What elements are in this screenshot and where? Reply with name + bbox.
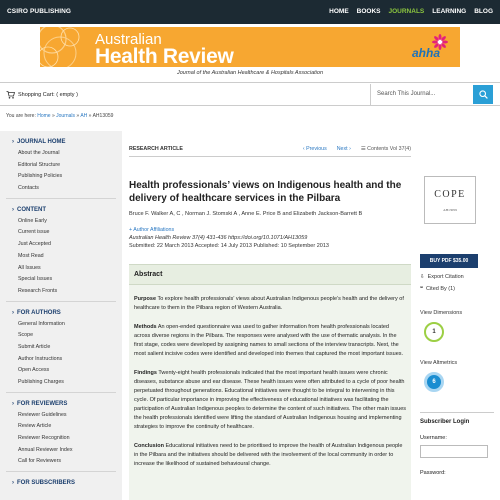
- export-icon: ⇩: [420, 274, 425, 280]
- sidebar-section-subscribers: [0, 472, 122, 486]
- chevron-right-icon: ›: [12, 309, 14, 316]
- top-navigation-bar: [0, 0, 500, 24]
- sidebar-item-open-access[interactable]: Open Access: [18, 367, 50, 374]
- sidebar-item-most-read[interactable]: Most Read: [18, 252, 44, 259]
- shopping-cart[interactable]: [6, 91, 78, 99]
- right-column: [420, 176, 494, 476]
- sidebar-section-reviewers: [0, 393, 122, 468]
- sidebar-item-publishing-charges[interactable]: Publishing Charges: [18, 379, 64, 385]
- sidebar-item-just-accepted[interactable]: Just Accepted: [18, 241, 51, 248]
- cited-by-link[interactable]: ❝ Cited By (1): [420, 286, 456, 292]
- sidebar-item-reviewer-guidelines[interactable]: Reviewer Guidelines: [18, 411, 67, 418]
- nav-learning[interactable]: LEARNING: [432, 8, 467, 15]
- cart-label: Shopping Cart: ( empty ): [18, 92, 78, 98]
- nav-journals[interactable]: JOURNALS: [388, 8, 425, 15]
- search-icon: [479, 90, 488, 99]
- breadcrumb-journals[interactable]: Journals: [56, 113, 76, 119]
- sidebar-item-review-article[interactable]: Review Article: [18, 423, 52, 430]
- journal-banner[interactable]: [40, 27, 460, 67]
- sidebar-item-current-issue[interactable]: Current issue: [18, 229, 50, 236]
- sidebar-heading[interactable]: › CONTENT: [12, 206, 46, 213]
- dimensions-badge[interactable]: 1: [424, 322, 444, 342]
- sidebar-item-general-info[interactable]: General Information: [18, 320, 65, 327]
- sidebar-item-about[interactable]: About the Journal: [18, 150, 60, 156]
- breadcrumb-home[interactable]: Home: [37, 113, 51, 119]
- sidebar-heading[interactable]: › JOURNAL HOME: [12, 139, 66, 145]
- export-citation-link[interactable]: ⇩ Export Citation: [420, 274, 464, 280]
- sidebar-item-call-for-reviewers[interactable]: Call for Reviewers: [18, 458, 61, 465]
- breadcrumb-ah[interactable]: AH: [80, 113, 88, 119]
- abstract-findings: Findings Twenty-eight health professionals indicated that the most important health issues were chronic diseases, substance abuse and ear disease. These health issues were often attributed to a cycle of poor health perpetuated throughout generations. Educational initiatives were thought to be integral to intervening in this cycle. Of particular importance in improving the effectiveness of educational initiatives was facilitating the participation of Australian Indigenous peoples to determine the content of such initiatives. The other main issues the health professionals identified were lifting the standard of Australian Indigenous housing and implementing strategies to improve the continuity of healthcare.: [134, 370, 407, 430]
- chevron-right-icon: ›: [12, 480, 14, 487]
- sidebar-item-all-issues[interactable]: All Issues: [18, 264, 41, 271]
- abstract-heading: Abstract: [129, 265, 411, 285]
- abstract-conclusion: Conclusion Educational initiatives need to be prioritised to improve the health of Australian Indigenous people in the Pilbara and the initiatives should be delivered with the involvement of the local community in order to increase the likelihood of sustained behavioural change.: [134, 443, 403, 467]
- sidebar-item-scope[interactable]: Scope: [18, 332, 34, 339]
- buy-pdf-button[interactable]: BUY PDF $35.00: [420, 254, 478, 268]
- login-heading: Subscriber Login: [420, 419, 470, 425]
- sidebar-item-editorial[interactable]: Editorial Structure: [18, 161, 61, 168]
- altmetric-widget[interactable]: [420, 360, 494, 392]
- username-label: Username:: [420, 435, 447, 441]
- ahha-logo-text: ahha: [411, 46, 440, 60]
- nav-blog[interactable]: BLOG: [474, 8, 493, 15]
- breadcrumb-prefix: You are here:: [6, 113, 36, 119]
- breadcrumb: You are here: Home » Journals » AH » AH13059: [6, 113, 114, 119]
- banner-line-1: Australian: [95, 31, 162, 48]
- subscriber-login: [420, 412, 494, 476]
- cited-by-icon: ❝: [420, 286, 423, 292]
- username-field[interactable]: [420, 445, 488, 458]
- sidebar-item-research-fronts[interactable]: Research Fronts: [18, 287, 58, 294]
- chevron-right-icon: ›: [12, 139, 14, 145]
- journal-subtitle: Journal of the Australian Healthcare & Hospitals Association: [176, 70, 324, 76]
- search-input[interactable]: Search This Journal...: [370, 84, 473, 105]
- sidebar-heading[interactable]: › FOR AUTHORS: [12, 309, 61, 316]
- banner-line-2: Health Review: [95, 45, 234, 67]
- nav-books[interactable]: BOOKS: [356, 8, 381, 15]
- article-nav: [303, 146, 411, 152]
- sidebar-section-journal-home: [0, 131, 122, 195]
- chevron-right-icon: ›: [12, 206, 14, 213]
- altmetric-label: View Altmetrics: [420, 360, 458, 366]
- sidebar-item-contacts[interactable]: Contacts: [18, 185, 39, 192]
- cope-text: COPE: [434, 189, 466, 200]
- sidebar-item-annual-reviewer-index[interactable]: Annual Reviewer Index: [18, 446, 73, 453]
- sidebar-section-content: [0, 199, 122, 298]
- cope-logo[interactable]: [424, 176, 476, 224]
- cope-caption: AH13059: [443, 208, 457, 212]
- dimensions-widget[interactable]: [420, 310, 494, 342]
- author-affiliations-toggle[interactable]: + Author Affiliations: [129, 227, 175, 233]
- article-type: RESEARCH ARTICLE: [129, 146, 183, 152]
- chevron-right-icon: ›: [12, 400, 14, 407]
- article-title: Health professionals’ views on Indigenous health and the delivery of healthcare services in the Pilbara: [129, 180, 402, 204]
- article-authors[interactable]: Bruce F. Walker A, C , Norman J. Stomski A , Anne E. Price B and Elizabeth Jackson-Barrett B: [129, 211, 363, 217]
- cart-search-bar: [0, 82, 500, 106]
- altmetric-badge[interactable]: 6: [424, 372, 444, 392]
- sidebar-item-special-issues[interactable]: Special Issues: [18, 276, 53, 283]
- abstract-panel: [129, 264, 411, 500]
- sidebar-item-reviewer-recognition[interactable]: Reviewer Recognition: [18, 435, 70, 442]
- sidebar-section-authors: [0, 302, 122, 389]
- contents-icon: ☰: [360, 146, 366, 152]
- dimensions-label: View Dimensions: [420, 310, 463, 316]
- article-dates: Submitted: 22 March 2013 Accepted: 14 July 2013 Published: 10 September 2013: [129, 243, 329, 249]
- search-button[interactable]: [473, 85, 493, 104]
- breadcrumb-current: AH13059: [92, 113, 114, 119]
- article-header: [129, 146, 411, 249]
- brand-name[interactable]: CSIRO PUBLISHING: [7, 8, 72, 15]
- abstract-purpose: Purpose To explore health professionals’ views about Australian Indigenous people’s health and the delivery of healthcare to them in the Pilbara region of Western Australia.: [134, 296, 404, 311]
- main-nav: [329, 8, 493, 15]
- next-link[interactable]: Next ›: [336, 146, 351, 152]
- decorative-swirl-icon: [40, 27, 90, 67]
- sidebar: [0, 131, 122, 500]
- previous-link[interactable]: ‹ Previous: [302, 146, 327, 152]
- abstract-methods: Methods An open-ended questionnaire was used to gather information from health professionals located across diverse regions in the Pilbara. The responses were analysed with the use of thematic analysis. In the first stage, codes were developed by assigning names to small sections of the interview transcripts. Next, the most salient incisive codes were identified and developed into themes that captured the most important issues.: [134, 324, 404, 357]
- sidebar-item-submit-article[interactable]: Submit Article: [18, 343, 51, 350]
- nav-home[interactable]: HOME: [329, 8, 349, 15]
- sidebar-item-author-instructions[interactable]: Author Instructions: [18, 355, 63, 362]
- article-toolbar: [129, 146, 411, 157]
- sidebar-heading[interactable]: › FOR SUBSCRIBERS: [12, 480, 76, 487]
- cart-icon: [6, 91, 15, 99]
- sidebar-heading[interactable]: › FOR REVIEWERS: [12, 400, 68, 407]
- sidebar-item-policies[interactable]: Publishing Policies: [18, 173, 63, 180]
- contents-link[interactable]: ☰ Contents Vol 37(4): [360, 146, 411, 152]
- sidebar-item-online-early[interactable]: Online Early: [18, 217, 47, 224]
- article-citation: Australian Health Review 37(4) 431-436 https://doi.org/10.1071/AH13059: [129, 235, 308, 241]
- password-label: Password:: [420, 470, 446, 476]
